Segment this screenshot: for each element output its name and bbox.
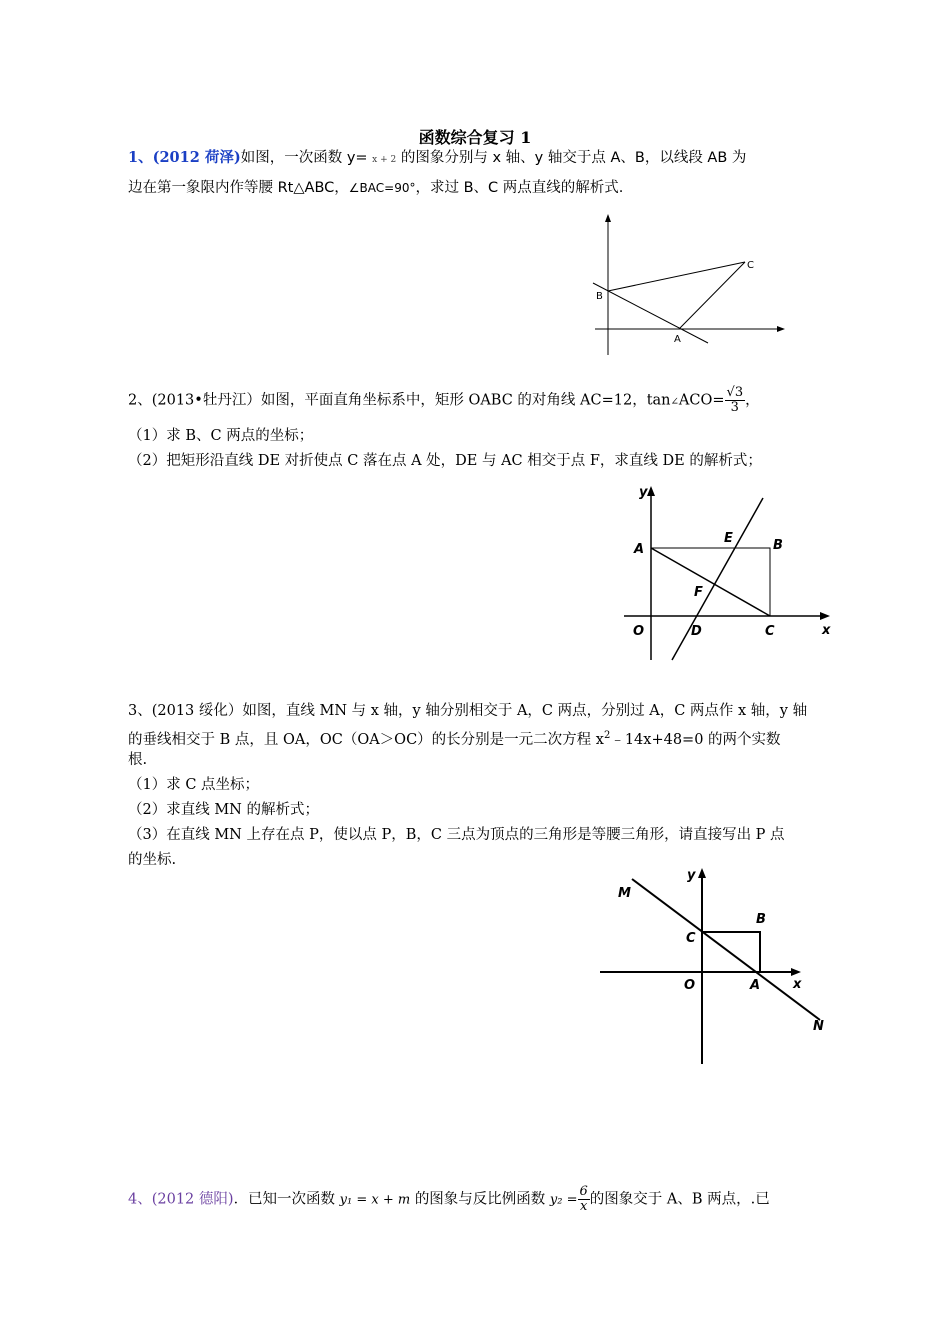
q3-figure (595, 862, 835, 1067)
q4-line1: 4、(2012 德阳)．已知一次函数 y₁ = x + m 的图象与反比例函数 y₂ = $\frac{6}{x}$ 的图象交于 A、B 两点，.已 (128, 1184, 770, 1214)
q2-part1: （1）求 B、C 两点的坐标； (128, 428, 314, 444)
q1-line2: 边在第一象限内作等腰 Rt△ABC，∠BAC=90°，求过 B、C 两点直线的解析式. (128, 180, 624, 196)
q3-part3-a: （3）在直线 MN 上存在点 P，使以点 P，B，C 三点为顶点的三角形是等腰三角形，请直接写出 P 点 (128, 827, 785, 843)
q1-line1 (128, 148, 746, 170)
q3-part3-b: 的坐标. (128, 852, 177, 868)
q3-label-c: C (686, 931, 696, 946)
q1-text-a: 如图，一次函数 y= (240, 150, 368, 166)
q2-label-f: F (694, 585, 703, 600)
q2-figure (620, 478, 840, 668)
q2-label-d: D (691, 624, 702, 639)
q3-line1: 3、(2013 绥化）如图，直线 MN 与 x 轴，y 轴分别相交于 A，C 两点，分别过 A，C 两点作 x 轴，y 轴 (128, 703, 808, 719)
q2-line1: 2、(2013•牡丹江）如图，平面直角坐标系中，矩形 OABC 的对角线 AC=12，tan∠ACO= $\frac{√3}{3}$ ， (128, 385, 760, 415)
q2-label-x: x (822, 623, 831, 638)
q2-label-c: C (765, 624, 775, 639)
q2-label-e: E (724, 531, 733, 546)
q1-figure (585, 210, 795, 360)
q3-label-y: y (687, 868, 696, 883)
q1-formula-tail: x + 2 (372, 155, 397, 165)
q3-part2: （2）求直线 MN 的解析式； (128, 802, 319, 818)
page-title: 函数综合复习 1 (418, 128, 532, 147)
q1-label-b: B (596, 291, 603, 302)
q3-label-b: B (756, 912, 766, 927)
q3-label-n: N (813, 1019, 824, 1034)
q3-line3: 根. (128, 752, 148, 768)
q4-tag: 4、(2012 德阳) (128, 1191, 234, 1208)
q1-label-a: A (674, 334, 681, 345)
q1-tag: 1、(2012 荷泽) (128, 149, 241, 166)
q2-label-a: A (634, 542, 645, 557)
q4-y2-fraction: $\frac{6}{x}$ (579, 1184, 588, 1214)
q1-text-b: 的图象分别与 x 轴、y 轴交于点 A、B，以线段 AB 为 (400, 150, 747, 166)
q3-label-a: A (750, 978, 761, 993)
q2-fraction: $\frac{√3}{3}$ (726, 385, 744, 415)
q3-line2: 的垂线相交于 B 点，且 OA，OC（OA＞OC）的长分别是一元二次方程 $x^2﹣14x+48=0$ 的两个实数 (128, 730, 781, 748)
q2-part2: （2）把矩形沿直线 DE 对折使点 C 落在点 A 处，DE 与 AC 相交于点 F，求直线 DE 的解析式； (128, 453, 762, 469)
q1-angle: ∠BAC=90° (348, 181, 416, 195)
q2-label-o: O (633, 624, 645, 639)
q4-y1: y₁ = x + m (339, 1192, 411, 1208)
q2-label-b: B (773, 538, 783, 553)
q3-label-m: M (618, 886, 631, 901)
q2-label-y: y (639, 485, 648, 500)
q3-part1: （1）求 C 点坐标； (128, 777, 260, 793)
q3-label-o: O (684, 978, 696, 993)
q3-label-x: x (793, 977, 802, 992)
q4-y2-lhs: y₂ = (549, 1192, 578, 1208)
q1-label-c: C (747, 260, 754, 271)
